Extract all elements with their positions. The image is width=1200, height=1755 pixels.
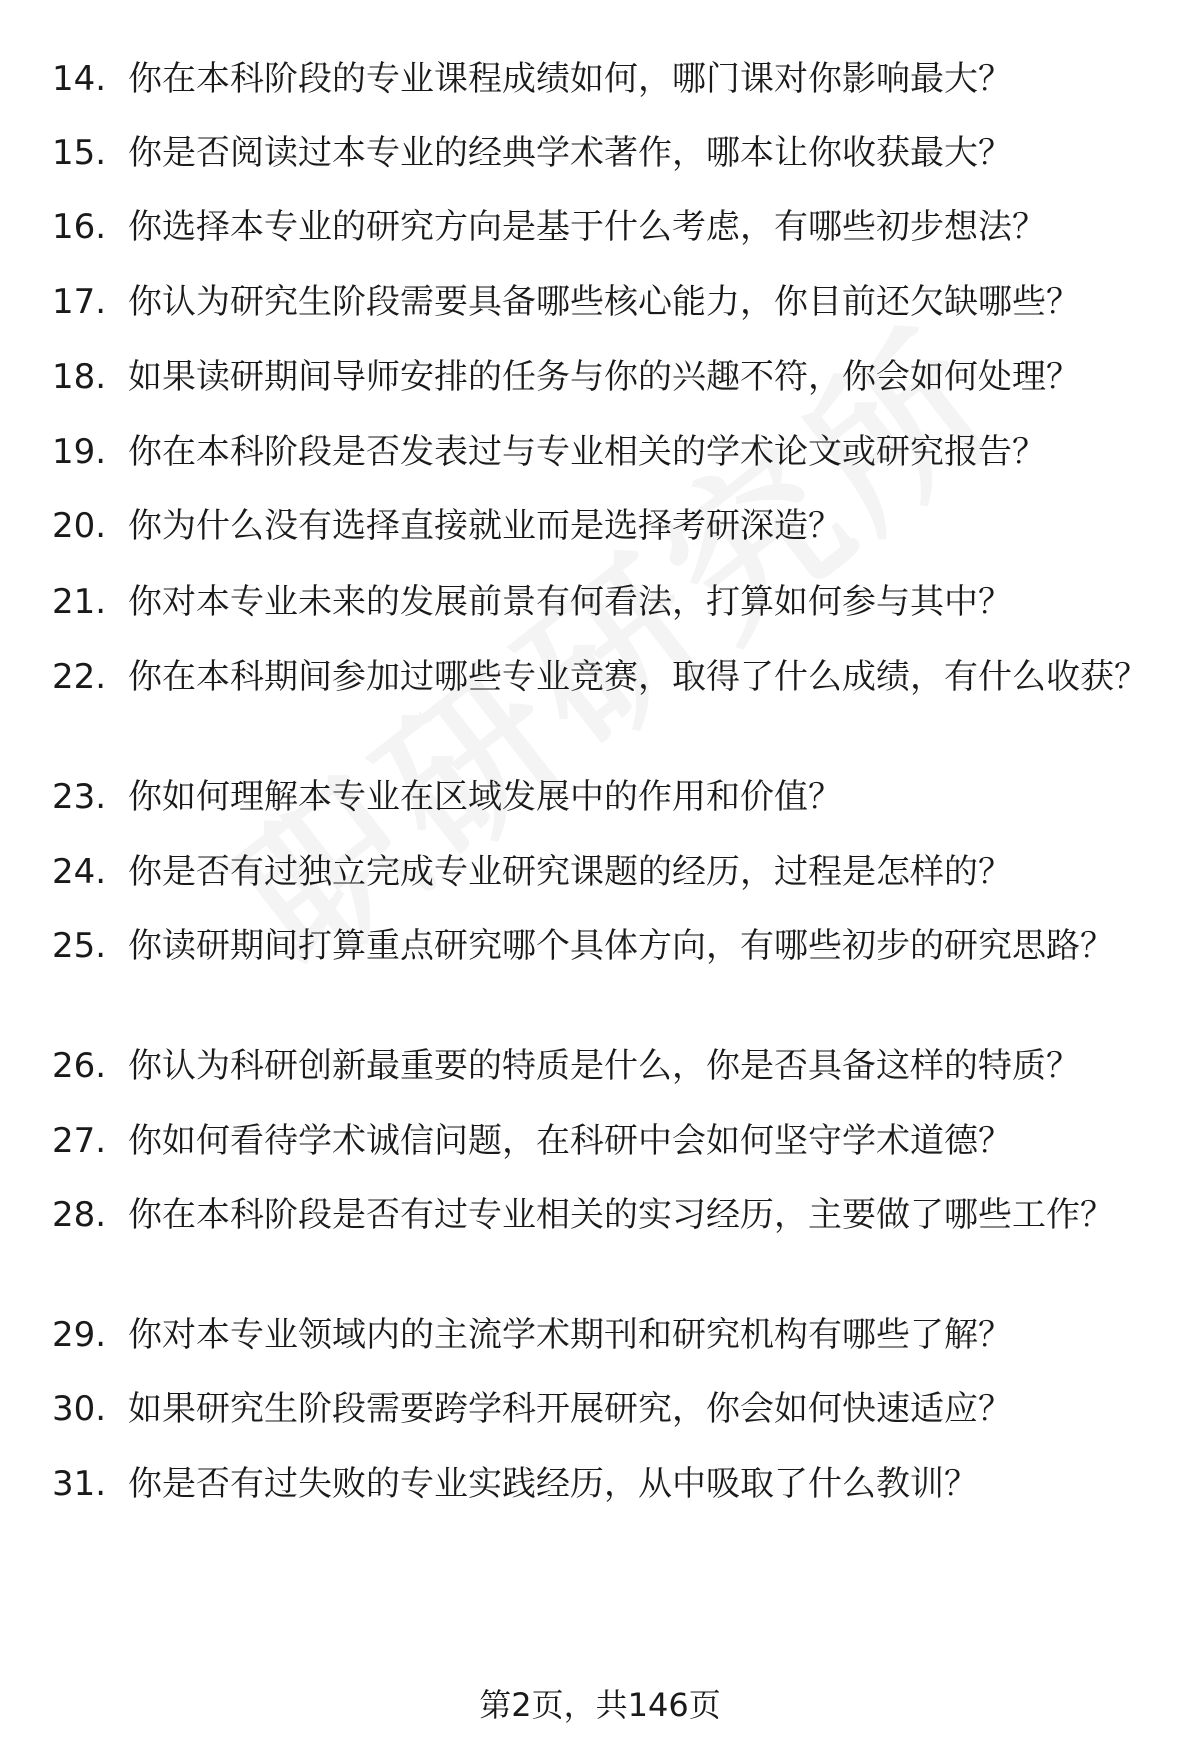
question-text: 如果读研期间导师安排的任务与你的兴趣不符，你会如何处理？ <box>128 357 1080 397</box>
question-text: 你在本科阶段的专业课程成绩如何，哪门课对你影响最大？ <box>128 59 1012 99</box>
question-number: 25. <box>52 926 107 966</box>
question-text: 你是否阅读过本专业的经典学术著作，哪本让你收获最大？ <box>128 133 1012 173</box>
question-text: 你选择本专业的研究方向是基于什么考虑，有哪些初步想法？ <box>128 207 1046 247</box>
question-number: 23. <box>52 777 107 817</box>
question-text: 你认为研究生阶段需要具备哪些核心能力，你目前还欠缺哪些？ <box>128 282 1080 322</box>
question-number: 18. <box>52 357 107 397</box>
question-text: 你读研期间打算重点研究哪个具体方向，有哪些初步的研究思路？ <box>128 926 1114 966</box>
question-text: 你是否有过失败的专业实践经历，从中吸取了什么教训？ <box>128 1464 978 1504</box>
question-text: 你如何理解本专业在区域发展中的作用和价值？ <box>128 777 842 817</box>
question-number: 30. <box>52 1389 107 1429</box>
question-number: 20. <box>52 506 107 546</box>
question-number: 19. <box>52 432 107 472</box>
question-number: 15. <box>52 133 107 173</box>
question-text: 你如何看待学术诚信问题，在科研中会如何坚守学术道德？ <box>128 1121 1012 1161</box>
question-number: 29. <box>52 1315 107 1355</box>
question-number: 24. <box>52 852 107 892</box>
question-number: 14. <box>52 59 107 99</box>
question-number: 22. <box>52 657 107 697</box>
question-text: 如果研究生阶段需要跨学科开展研究，你会如何快速适应？ <box>128 1389 1012 1429</box>
question-number: 31. <box>52 1464 107 1504</box>
question-number: 17. <box>52 282 107 322</box>
question-text: 你在本科期间参加过哪些专业竞赛，取得了什么成绩，有什么收获？ <box>128 657 1148 697</box>
question-text: 你对本专业未来的发展前景有何看法，打算如何参与其中？ <box>128 582 1012 622</box>
question-text: 你在本科阶段是否有过专业相关的实习经历，主要做了哪些工作？ <box>128 1195 1114 1235</box>
page-footer: 第2页，共146页 <box>479 1686 721 1724</box>
question-number: 27. <box>52 1121 107 1161</box>
question-number: 28. <box>52 1195 107 1235</box>
question-number: 26. <box>52 1046 107 1086</box>
question-text: 你认为科研创新最重要的特质是什么，你是否具备这样的特质？ <box>128 1046 1080 1086</box>
question-number: 16. <box>52 207 107 247</box>
question-text: 你为什么没有选择直接就业而是选择考研深造？ <box>128 506 842 546</box>
question-text: 你是否有过独立完成专业研究课题的经历，过程是怎样的？ <box>128 852 1012 892</box>
question-number: 21. <box>52 582 107 622</box>
question-text: 你在本科阶段是否发表过与专业相关的学术论文或研究报告？ <box>128 432 1046 472</box>
question-text: 你对本专业领域内的主流学术期刊和研究机构有哪些了解？ <box>128 1315 1012 1355</box>
